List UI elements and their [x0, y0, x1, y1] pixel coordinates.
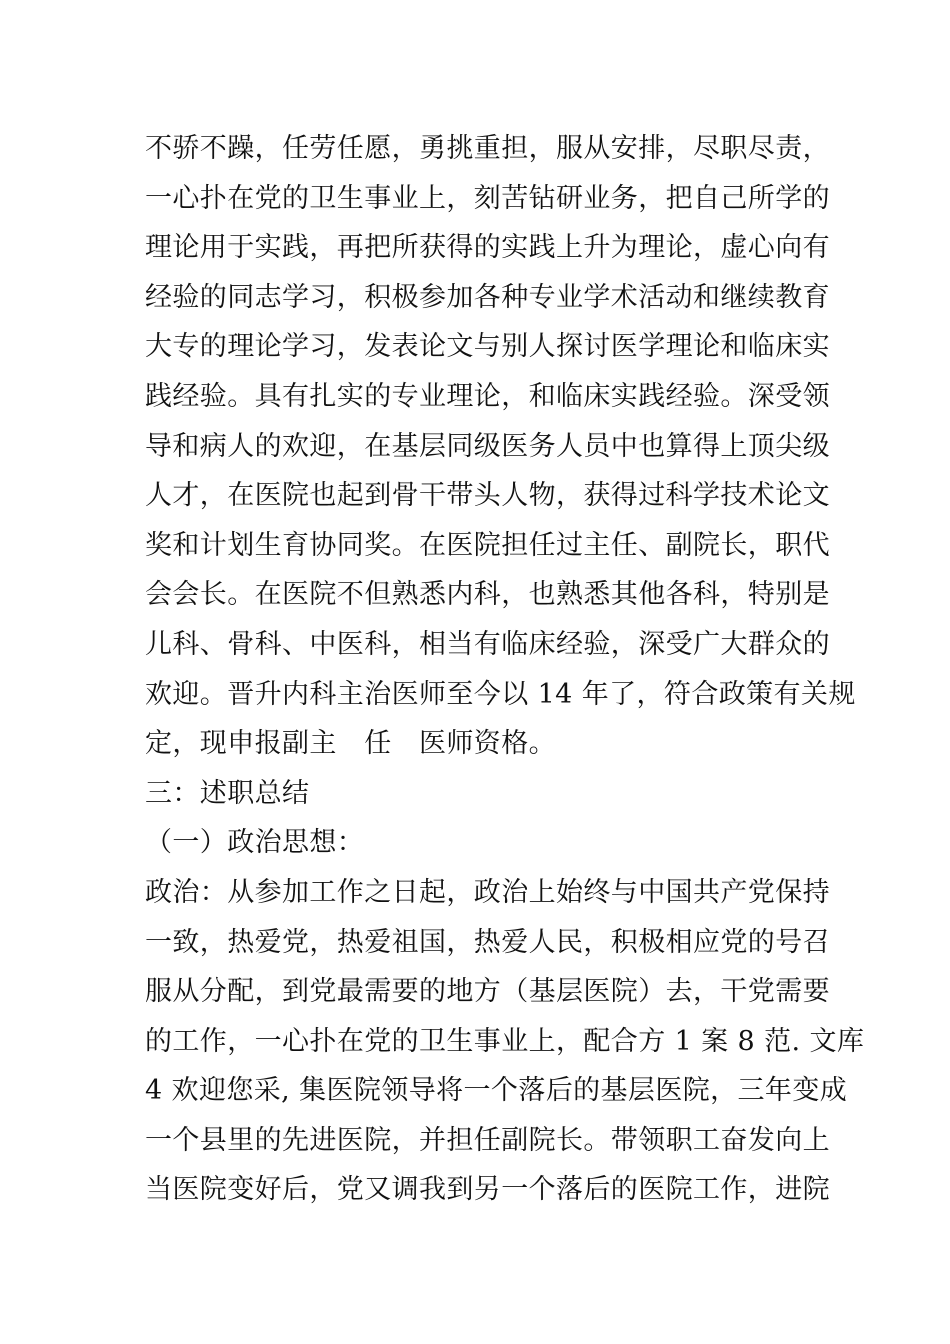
body-text	[145, 124, 865, 1215]
text-line: 一个县里的先进医院，并担任副院长。带领职工奋发向上	[145, 1124, 830, 1156]
text-line: 一致，热爱党，热爱祖国，热爱人民，积极相应党的号召	[145, 926, 830, 958]
text-line: 导和病人的欢迎，在基层同级医务人员中也算得上顶尖级	[145, 430, 830, 462]
text-line: 奖和计划生育协同奖。在医院担任过主任、副院长，职代	[145, 529, 830, 561]
text-line: 的工作，一心扑在党的卫生事业上，配合方 1 案 8 范. 文库	[145, 1025, 865, 1057]
text-line: 儿科、骨科、中医科，相当有临床经验，深受广大群众的	[145, 628, 830, 660]
text-line: 当医院变好后，党又调我到另一个落后的医院工作，进院	[145, 1174, 830, 1206]
subsection-heading: （一）政治思想：	[145, 827, 365, 859]
text-line: 践经验。具有扎实的专业理论，和临床实践经验。深受领	[145, 380, 830, 412]
text-line: 服从分配，到党最需要的地方（基层医院）去，干党需要	[145, 976, 830, 1008]
text-line: 会会长。在医院不但熟悉内科，也熟悉其他各科，特别是	[145, 579, 830, 611]
text-line: 定，现申报副主 任 医师资格。	[145, 728, 556, 760]
text-line: 理论用于实践，再把所获得的实践上升为理论，虚心向有	[145, 232, 830, 264]
text-line: 大专的理论学习，发表论文与别人探讨医学理论和临床实	[145, 331, 830, 363]
text-line: 4 欢迎您采, 集医院领导将一个落后的基层医院，三年变成	[145, 1075, 848, 1107]
text-line: 欢迎。晋升内科主治医师至今以 14 年了，符合政策有关规	[145, 678, 856, 710]
text-line: 经验的同志学习，积极参加各种专业学术活动和继续教育	[145, 281, 830, 313]
section-heading: 三：述职总结	[145, 777, 310, 809]
text-line: 一心扑在党的卫生事业上，刻苦钻研业务，把自己所学的	[145, 182, 830, 214]
text-line: 人才，在医院也起到骨干带头人物，获得过科学技术论文	[145, 480, 830, 512]
text-line: 不骄不躁，任劳任愿，勇挑重担，服从安排，尽职尽责，	[145, 133, 830, 164]
text-line: 政治：从参加工作之日起，政治上始终与中国共产党保持	[145, 876, 830, 908]
